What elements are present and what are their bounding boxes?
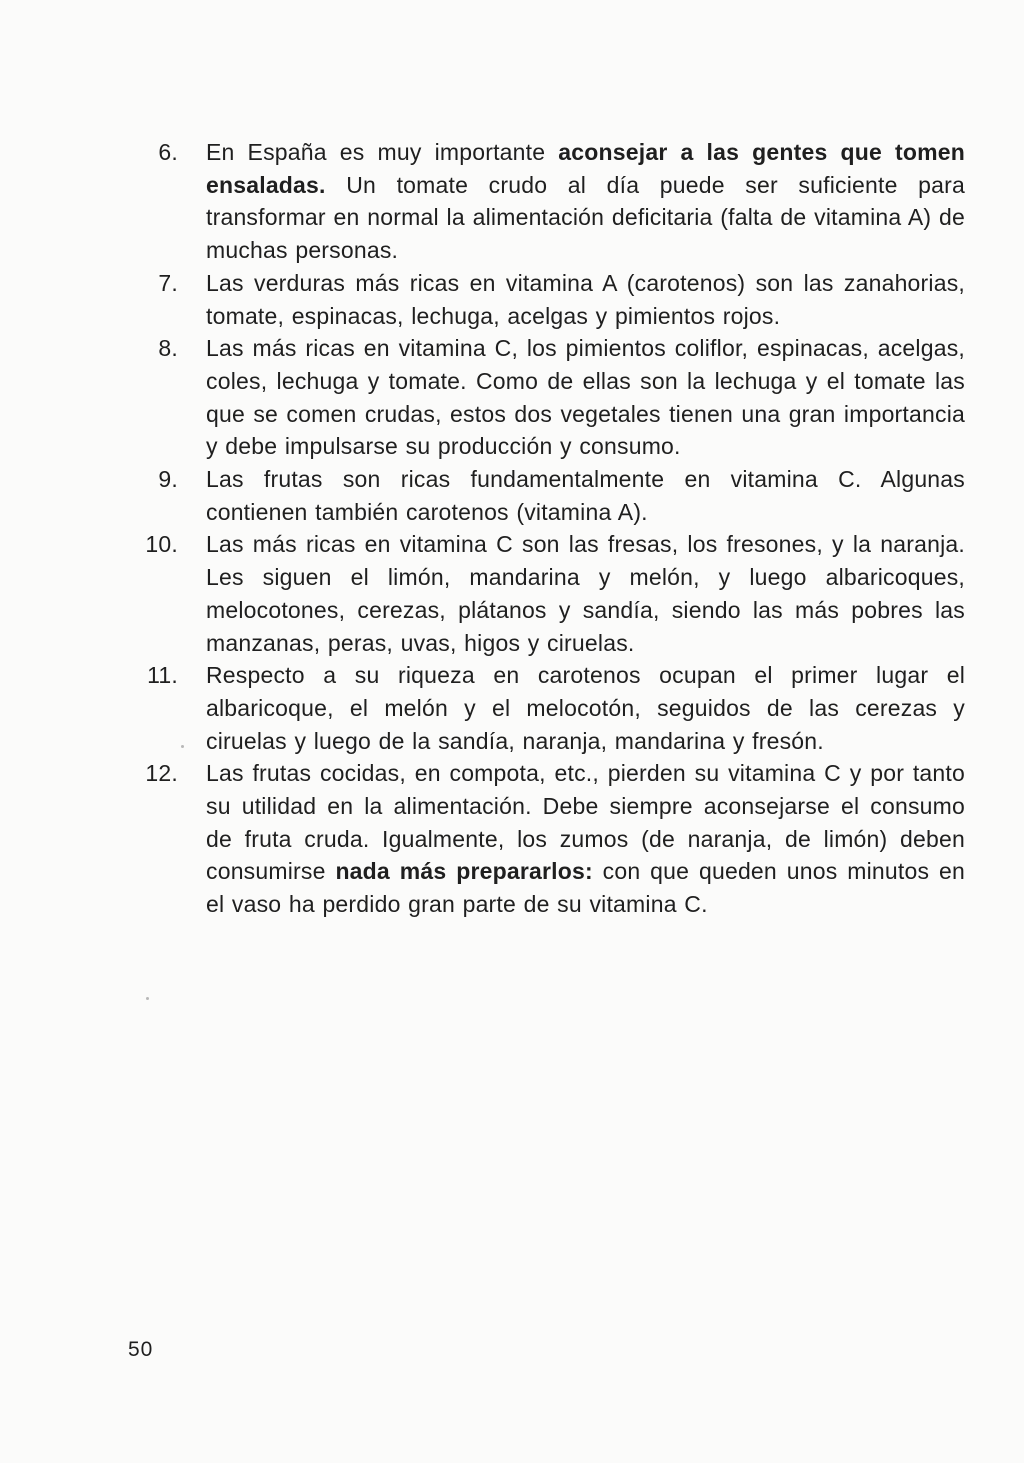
emphasis-text: aconsejar a las gentes que tomen ensaladas. bbox=[206, 139, 965, 198]
page-number: 50 bbox=[128, 1338, 154, 1361]
list-item bbox=[120, 757, 965, 921]
list-item bbox=[120, 332, 965, 463]
item-number: 8. bbox=[158, 335, 178, 362]
item-text bbox=[206, 466, 965, 525]
text-run: Las verduras más ricas en vitamina A (carotenos) son las zanahorias, tomate, espinacas, lechuga, acelgas y pimientos rojos. bbox=[206, 269, 965, 329]
item-number: 9. bbox=[158, 466, 178, 493]
list-item bbox=[120, 267, 965, 332]
item-number: 7. bbox=[158, 269, 178, 296]
text-run: Las frutas son ricas fundamentalmente en vitamina C. Algunas contienen también carotenos (vitamina A). bbox=[206, 466, 965, 525]
item-text bbox=[206, 760, 965, 917]
text-run: Respecto a su riqueza en carotenos ocupan el primer lugar el albaricoque, el melón y el melocotón, seguidos de las cerezas y ciruelas y luego de la sandía, naranja, mandarina y fresón. bbox=[206, 662, 965, 754]
item-text bbox=[206, 662, 965, 753]
list-item bbox=[120, 463, 965, 528]
text-run: En España es muy importante bbox=[206, 139, 559, 165]
item-text bbox=[206, 270, 965, 329]
text-run: Las más ricas en vitamina C, los pimientos coliflor, espinacas, acelgas, coles, lechuga y tomate. Como de ellas son la lechuga y el tomate las que se comen crudas, estos dos vegetales tienen una gran importancia y debe impulsarse su producción y consumo. bbox=[206, 335, 965, 460]
text-run: Un tomate crudo al día puede ser suficiente para transformar en normal la alimentación deficitaria (falta de vitamina A) de muchas personas. bbox=[206, 171, 965, 264]
emphasis-text: nada más prepararlos: bbox=[335, 858, 593, 885]
scan-speck bbox=[181, 745, 184, 748]
item-number: 12. bbox=[145, 760, 178, 787]
numbered-list bbox=[120, 136, 965, 921]
list-item bbox=[120, 136, 965, 267]
item-number: 11. bbox=[147, 662, 178, 689]
item-text bbox=[206, 139, 965, 263]
item-number: 10. bbox=[145, 531, 178, 558]
item-number: 6. bbox=[158, 139, 178, 165]
list-item bbox=[120, 528, 965, 659]
scan-speck bbox=[146, 997, 149, 1000]
text-run: Las más ricas en vitamina C son las fresas, los fresones, y la naranja. Les siguen el limón, mandarina y melón, y luego albaricoques, melocotones, cerezas, plátanos y sandía, siendo las más pobres las manzanas, peras, uvas, higos y ciruelas. bbox=[206, 531, 965, 656]
list-item bbox=[120, 659, 965, 757]
text-run: Las frutas cocidas, en compota, etc., pierden su vitamina C y por tanto su utilidad en la alimentación. Debe siempre aconsejarse el consumo de fruta cruda. Igualmente, los zumos (de naranja, de limón) deben consumirse bbox=[206, 760, 965, 885]
item-text bbox=[206, 531, 965, 655]
text-run: con que queden unos minutos en el vaso ha perdido gran parte de su vitamina C. bbox=[206, 858, 965, 918]
item-text bbox=[206, 335, 965, 459]
